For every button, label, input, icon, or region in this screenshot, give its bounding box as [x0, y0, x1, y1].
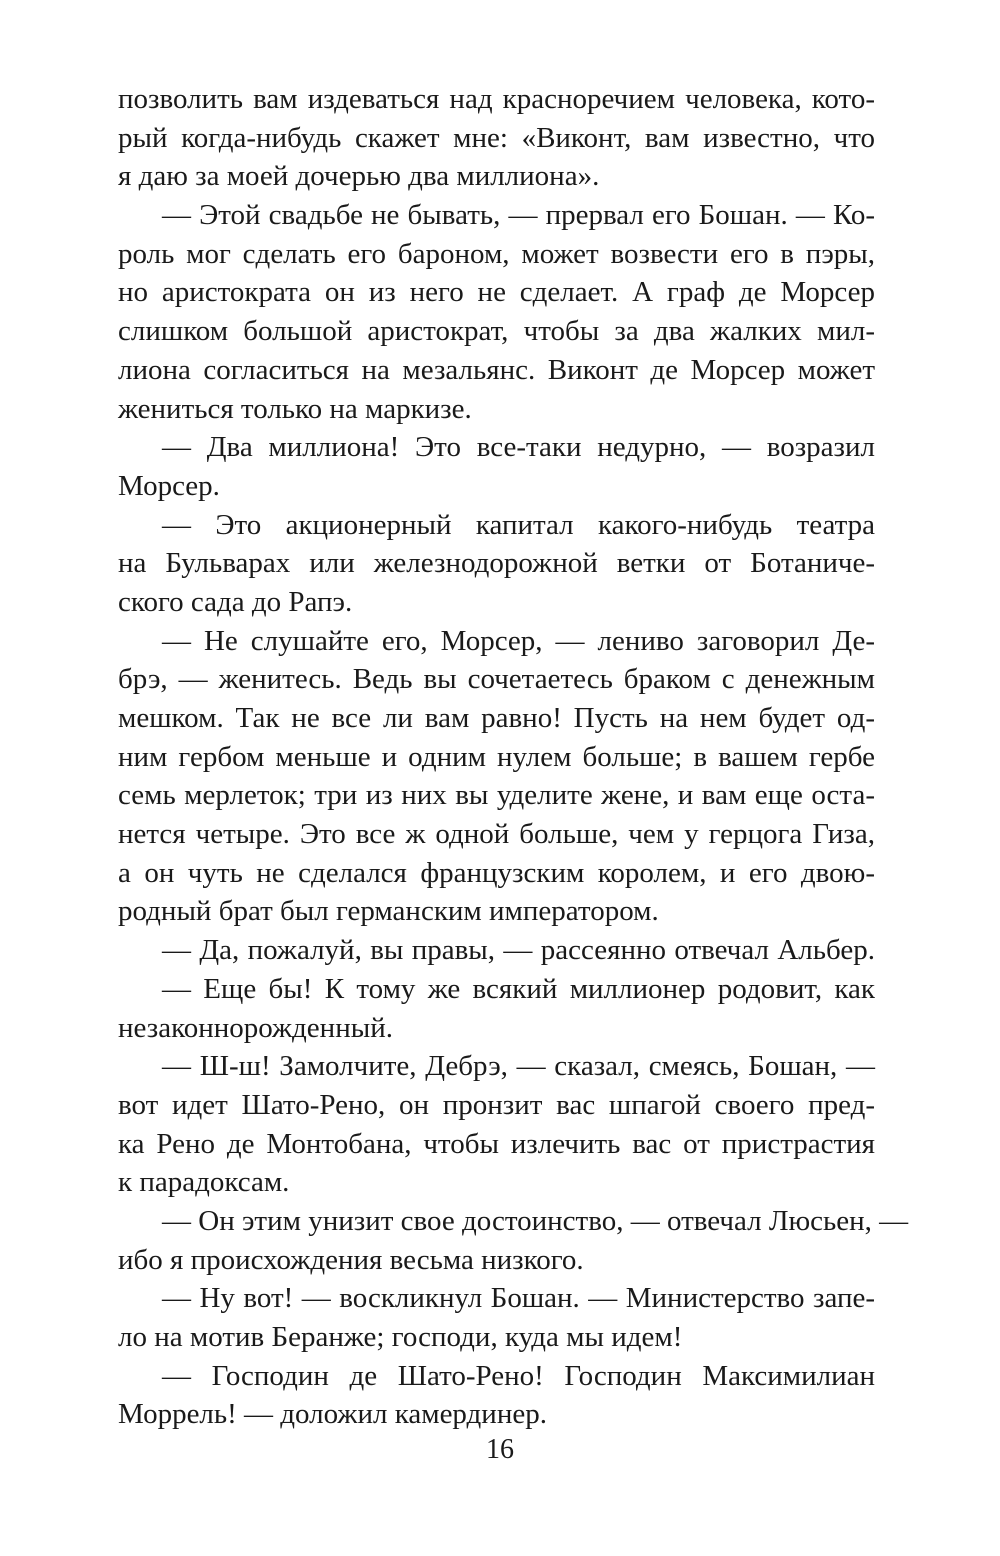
text-line: мешком. Так не все ли вам равно! Пусть на нем будет од-	[118, 702, 875, 734]
text-line: вот идет Шато-Рено, он пронзит вас шпагой своего пред-	[118, 1088, 875, 1121]
text-line: незаконнорожденный.	[118, 1011, 393, 1044]
body-text	[118, 80, 909, 1434]
text-line: ка Рено де Монтобана, чтобы излечить вас от пристрастия	[118, 1127, 875, 1160]
text-line: я даю за моей дочерью два миллиона».	[118, 160, 600, 193]
text-line: ибо я происхождения весьма низкого.	[118, 1243, 584, 1276]
text-line: лиона согласиться на мезальянс. Виконт де Морсер может	[118, 353, 875, 386]
text-line: — Он этим унизит свое достоинство, — отвечал Люсьен, —	[162, 1204, 909, 1237]
text-line: на Бульварах или железнодорожной ветки от Ботаниче-	[118, 547, 875, 580]
text-line: семь мерлеток; три из них вы уделите жене, и вам еще оста-	[118, 779, 875, 812]
text-line: брэ, — женитесь. Ведь вы сочетаетесь браком с денежным	[118, 663, 875, 696]
text-line: жениться только на маркизе.	[118, 392, 472, 425]
text-line: но аристократа он из него не сделает. А граф де Морсер	[118, 276, 875, 309]
text-line: — Господин де Шато-Рено! Господин Максимилиан	[162, 1359, 875, 1392]
text-line: — Да, пожалуй, вы правы, — рассеянно отвечал Альбер.	[162, 934, 875, 967]
text-line: ло на мотив Беранже; господи, куда мы идем!	[118, 1321, 683, 1353]
text-line: Морсер.	[118, 469, 220, 502]
page-number: 16	[486, 1434, 514, 1465]
text-line: Моррель! — доложил камердинер.	[118, 1398, 547, 1431]
text-line: — Два миллиона! Это все-таки недурно, — возразил	[162, 431, 875, 464]
text-line: — Ш-ш! Замолчите, Дебрэ, — сказал, смеясь, Бошан, —	[162, 1050, 875, 1083]
text-line: слишком большой аристократ, чтобы за два жалких мил-	[118, 315, 875, 348]
text-line: ского сада до Рапэ.	[118, 585, 353, 618]
text-line: родный брат был германским императором.	[118, 895, 659, 928]
text-line: нется четыре. Это все ж одной больше, чем у герцога Гиза,	[118, 818, 875, 851]
text-line: к парадоксам.	[118, 1166, 290, 1199]
text-line: — Этой свадьбе не бывать, — прервал его Бошан. — Ко-	[162, 199, 875, 232]
text-line: — Еще бы! К тому же всякий миллионер родовит, как	[162, 972, 875, 1005]
text-line: позволить вам издеваться над красноречием человека, кото-	[118, 83, 875, 115]
text-line: — Ну вот! — воскликнул Бошан. — Министерство запе-	[162, 1282, 875, 1315]
text-line: роль мог сделать его бароном, может возвести его в пэры,	[118, 237, 875, 270]
text-line: — Это акционерный капитал какого-нибудь театра	[162, 508, 875, 541]
text-line: рый когда-нибудь скажет мне: «Виконт, вам известно, что	[118, 121, 875, 154]
text-line: — Не слушайте его, Морсер, — лениво заговорил Де-	[162, 624, 875, 657]
text-line: ним гербом меньше и одним нулем больше; в вашем гербе	[118, 740, 875, 773]
text-line: а он чуть не сделался французским королем, и его двою-	[118, 856, 875, 889]
